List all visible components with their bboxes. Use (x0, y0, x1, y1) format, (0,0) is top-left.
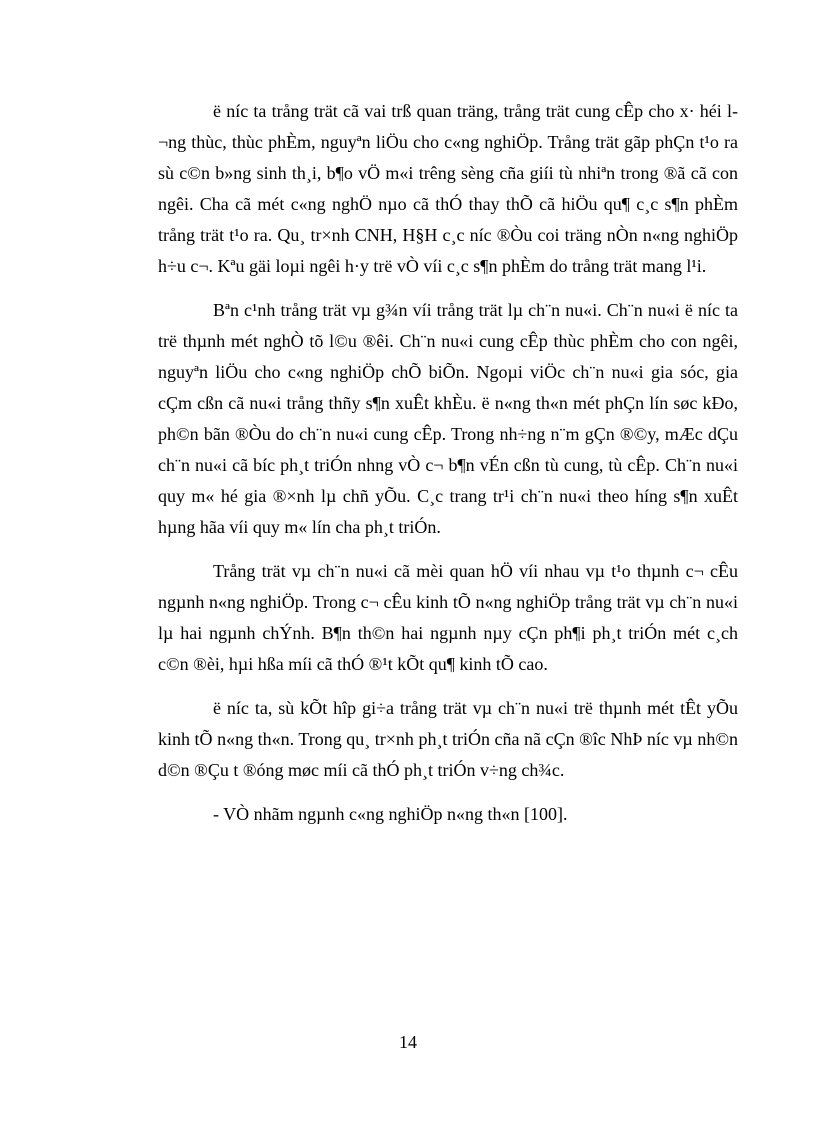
paragraph-industry-group: - VÒ nhãm ngµnh c«ng nghiÖp n«ng th«n [100]. (213, 804, 568, 824)
paragraph-crop-farming: ë níc ta trång trät cã vai trß quan träng, trång trät cung cÊp cho x· héi l¬ng thùc, thùc phÈm, nguyªn liÖu cho c«ng nghiÖp. Trång trät gãp phÇn t¹o ra sù c©n b»ng sinh th¸i, b¶o vÖ m«i trêng sèng cña giíi tù nhiªn trong ®ã cã con ngêi. Cha cã mét c«ng nghÖ nµo cã thÓ thay thÕ cã hiÖu qu¶ c¸c s¶n phÈm trång trät t¹o ra. Qu¸ tr×nh CNH, H§H c¸c níc ®Òu coi träng nÒn n«ng nghiÖp h÷u c¬. Kªu gäi loµi ngêi h·y trë vÒ víi c¸c s¶n phÈm do trång trät mang l¹i. (158, 101, 738, 276)
body-text (158, 96, 738, 830)
paragraph-livestock: Bªn c¹nh trång trät vµ g¾n víi trång trät lµ ch¨n nu«i. Ch¨n nu«i ë níc ta trë thµnh mét nghÒ tõ l©u ®êi. Ch¨n nu«i cung cÊp thùc phÈm cho con ngêi, nguyªn liÖu cho c«ng nghiÖp chÕ biÕn. Ngoµi viÖc ch¨n nu«i gia sóc, gia cÇm cßn cã nu«i trång thñy s¶n xuÊt khÈu. ë n«ng th«n mét phÇn lín søc kÐo, ph©n bãn ®Òu do ch¨n nu«i cung cÊp. Trong nh÷ng n¨m gÇn ®©y, mÆc dÇu ch¨n nu«i cã bíc ph¸t triÓn nhng vÒ c¬ b¶n vÉn cßn tù cung, tù cÊp. Ch¨n nu«i quy m« hé gia ®×nh lµ chñ yÕu. C¸c trang tr¹i ch¨n nu«i theo híng s¶n xuÊt hµng hãa víi quy m« lín cha ph¸t triÓn. (158, 300, 738, 537)
paragraph-combination: ë níc ta, sù kÕt hîp gi÷a trång trät vµ ch¨n nu«i trë thµnh mét tÊt yÕu kinh tÕ n«ng th«n. Trong qu¸ tr×nh ph¸t triÓn cña nã cÇn ®îc NhÞ níc vµ nh©n d©n ®Çu t ®óng møc míi cã thÓ ph¸t triÓn v÷ng ch¾c. (158, 698, 738, 780)
page-number: 14 (399, 1032, 417, 1052)
paragraph-agriculture-structure: Trång trät vµ ch¨n nu«i cã mèi quan hÖ víi nhau vµ t¹o thµnh c¬ cÊu ngµnh n«ng nghiÖp. Trong c¬ cÊu kinh tÕ n«ng nghiÖp trång trät vµ ch¨n nu«i lµ hai ngµnh chÝnh. B¶n th©n hai ngµnh nµy cÇn ph¶i ph¸t triÓn mét c¸ch c©n ®èi, hµi hßa míi cã thÓ ®¹t kÕt qu¶ kinh tÕ cao. (158, 561, 738, 674)
